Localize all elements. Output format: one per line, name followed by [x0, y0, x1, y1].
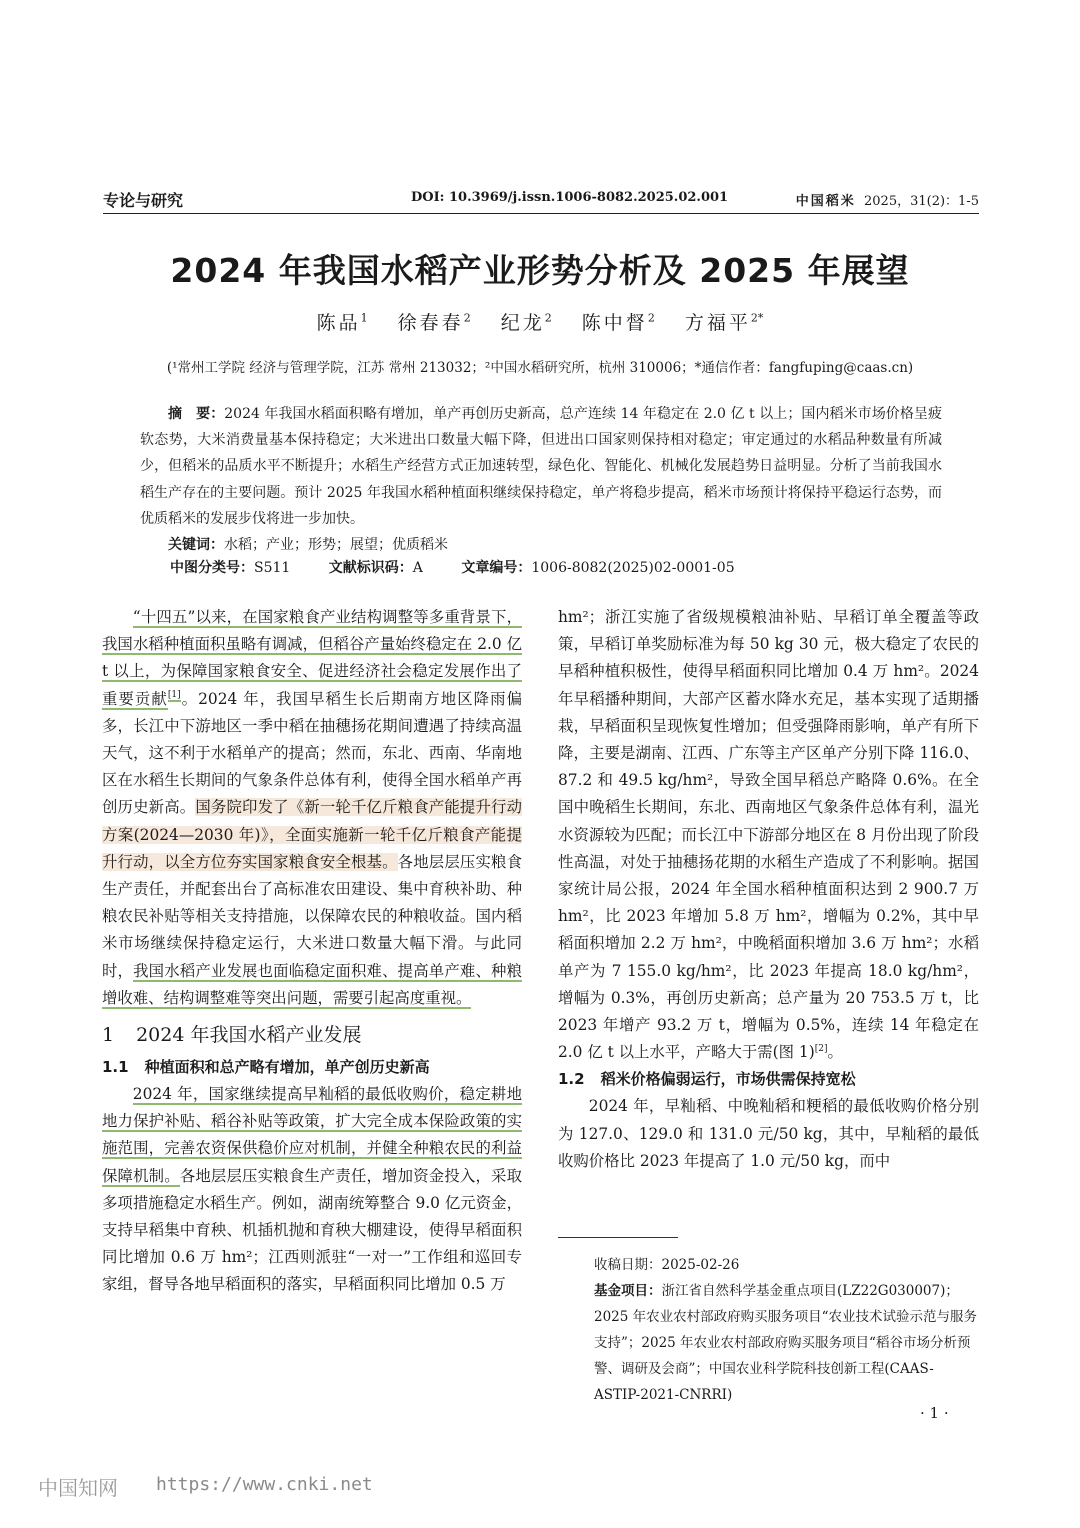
footnote-rule — [558, 1237, 678, 1238]
footnote — [594, 1252, 980, 1408]
abstract-body: 摘 要：2024 年我国水稻面积略有增加，单产再创历史新高，总产连续 14 年稳定在 2.0 亿 t 以上；国内稻米市场价格呈疲软态势，大米消费量基本保持稳定；大米进出口数量大幅下降，但进出口国家则保持相对稳定；审定通过的水稻品种数量有所减少，但稻米的品质水平不断提升；水稻生产经营方式正加速转型，绿色化、智能化、机械化发展趋势日益明显。分析了当前我国水稻生产存在的主要问题。预计 2025 年我国水稻种植面积继续保持稳定，单产将稳步提高，稻米市场预计将保持平稳运行态势，而优质稻米的发展步伐将进一步加快。 — [140, 406, 942, 527]
abstract — [140, 401, 942, 558]
running-header — [103, 188, 979, 212]
author-list — [0, 308, 1080, 335]
intro-paragraph: “十四五”以来，在国家粮食产业结构调整等多重背景下，我国水稻种植面积虽略有调减，但稻谷产量始终稳定在 2.0 亿 t 以上，为保障国家粮食安全、促进经济社会稳定发展作出了重要贡献[1]。2024 年，我国早稻生长后期南方地区降雨偏多，长江中下游地区一季中稻在抽穗扬花期间遭遇了持续高温天气，这不利于水稻单产的提高；然而，东北、西南、华南地区在水稻生长期间的气象条件总体有利，使得全国水稻单产再创历史新高。国务院印发了《新一轮千亿斤粮食产能提升行动方案(2024—2030 年)》，全面实施新一轮千亿斤粮食产能提升行动，以全方位夯实国家粮食安全根基。各地层层压实粮食生产责任，并配套出台了高标准农田建设、集中育秧补助、种粮农民补贴等相关支持措施，以保障农民的种粮收益。国内稻米市场继续保持稳定运行，大米进口数量大幅下滑。与此同时，我国水稻产业发展也面临稳定面积难、提高单产难、种粮增收难、结构调整难等突出问题，需要引起高度重视。 — [102, 608, 522, 1007]
highlight-underline[interactable]: “十四五”以来，在国家粮食产业结构调整等多重背景下，我国水稻种植面积虽略有调减，但稻谷产量始终稳定在 2.0 亿 t 以上，为保障国家粮食安全、促进经济社会稳定发展作出了重要贡献 — [102, 608, 522, 708]
fund-info: 基金项目：浙江省自然科学基金重点项目(LZ22G030007)；2025 年农业农村部政府购买服务项目“农业技术试验示范与服务支持”；2025 年农业农村部政府购买服务项目“稻谷市场分析预警、调研及会商”；中国农业科学院科技创新工程(CAAS-ASTIP-2021-CNRRI) — [594, 1283, 978, 1403]
author[interactable]: 徐春春$^2$ — [397, 311, 471, 334]
page-number: · 1 · — [920, 1404, 949, 1422]
section-heading-1: 1 2024 年我国水稻产业发展 — [102, 1024, 362, 1047]
author[interactable]: 陈中督$^2$ — [581, 311, 655, 334]
journal-name: 中国稻米 — [795, 194, 856, 209]
journal-info — [796, 190, 979, 209]
section-heading-1-2: 1.2 稻米价格偏弱运行，市场供需保持宽松 — [558, 1070, 856, 1089]
author[interactable]: 方福平$^{2*}$ — [684, 311, 764, 334]
keywords: 关键词：水稻；产业；形势；展望；优质稻米 — [168, 537, 448, 554]
section-paragraph: hm²；浙江实施了省级规模粮油补贴、早稻订单全覆盖等政策，早稻订单奖励标准为每 50 kg 30 元，极大稳定了农民的早稻种植积极性，使得早稻面积同比增加 0.4 万 hm²。2024 年早稻播种期间，大部产区蓄水降水充足，基本实现了适期播栽，早稻面积呈现恢复性增加；但受强降雨影响，单产有所下降，主要是湖南、江西、广东等主产区单产分别下降 116.0、87.2 和 49.5 kg/hm²，导致全国早稻总产略降 0.6%。在全国中晚稻生长期间，东北、西南地区气象条件总体有利，温光水资源较为匹配；而长江中下游部分地区在 8 月份出现了阶段性高温，对处于抽穗扬花期的水稻生产造成了不利影响。据国家统计局公报，2024 年全国水稻种植面积达到 2 900.7 万 hm²，比 2023 年增加 5.8 万 hm²，增幅为 0.2%，其中早稻面积增加 2.2 万 hm²，中晚稻面积增加 3.6 万 hm²；水稻单产为 7 155.0 kg/hm²，比 2023 年提高 18.0 kg/hm²，增幅为 0.3%，再创历史新高；总产量为 20 753.5 万 t，比 2023 年增产 93.2 万 t，增幅为 0.5%，连续 14 年稳定在 2.0 亿 t 以上水平，产略大于需(图 1)[2]。 — [558, 608, 979, 1062]
article-meta — [170, 557, 769, 577]
clc: 中图分类号：S511 — [170, 560, 291, 576]
citation-ref[interactable]: [2] — [814, 1044, 828, 1055]
doc-code: 文献标识码：A — [328, 560, 423, 576]
cnki-url[interactable]: https://www.cnki.net — [156, 1474, 373, 1495]
left-column — [102, 604, 522, 1299]
abstract-label: 摘 要： — [168, 406, 225, 422]
journal-issue: 2025，31(2)：1-5 — [864, 194, 979, 209]
section-paragraph: 2024 年，国家继续提高早籼稻的最低收购价，稳定耕地地力保护补贴、稻谷补贴等政策，扩大完全成本保险政策的实施范围，完善农资保供稳价应对机制，并健全种粮农民的利益保障机制。各地层层压实粮食生产责任，增加资金投入，采取多项措施稳定水稻生产。例如，湖南统筹整合 9.0 亿元资金，支持早稻集中育秧、机插机抛和育秧大棚建设，使得早稻面积同比增加 0.6 万 hm²；江西则派驻“一对一”工作组和巡回专家组，督导各地早稻面积的落实，早稻面积同比增加 0.5 万 — [102, 1085, 522, 1294]
section-heading-1-1: 1.1 种植面积和总产略有增加，单产创历史新高 — [102, 1058, 430, 1077]
author[interactable]: 陈品$^1$ — [316, 311, 368, 334]
received-date: 收稿日期：2025-02-26 — [594, 1257, 740, 1273]
article-number: 文章编号：1006-8082(2025)02-0001-05 — [461, 560, 735, 576]
header-rule — [103, 213, 979, 214]
paper-title: 2024 年我国水稻产业形势分析及 2025 年展望 — [170, 251, 910, 290]
affiliation: (¹常州工学院 经济与管理学院，江苏 常州 213032；²中国水稻研究所，杭州 310006；*通信作者：fangfuping@caas.cn) — [166, 360, 914, 376]
citation-ref[interactable]: [1] — [167, 690, 181, 701]
section-paragraph: 2024 年，早籼稻、中晚籼稻和粳稻的最低收购价格分别为 127.0、129.0 和 131.0 元/50 kg，其中，早籼稻的最低收购价格比 2023 年提高了 1.0 元/50 kg，而中 — [558, 1097, 979, 1170]
author[interactable]: 纪龙$^2$ — [500, 311, 552, 334]
highlight-mark[interactable]: 国务院印发了《新一轮千亿斤粮食产能提升行动方案(2024—2030 年)》，全面实施新一轮千亿斤粮食产能提升行动，以全方位夯实国家粮食安全根基。 — [102, 798, 522, 871]
highlight-underline[interactable]: 我国水稻产业发展也面临稳定面积难、提高单产难、种粮增收难、结构调整难等突出问题，需要引起高度重视。 — [102, 961, 522, 1007]
right-column — [558, 604, 979, 1175]
doi-link[interactable]: DOI: 10.3969/j.issn.1006-8082.2025.02.001 — [411, 190, 729, 205]
section-label: 专论与研究 — [103, 191, 184, 210]
highlight-underline[interactable]: 2024 年，国家继续提高早籼稻的最低收购价，稳定耕地地力保护补贴、稻谷补贴等政策，扩大完全成本保险政策的实施范围，完善农资保供稳价应对机制，并健全种粮农民的利益保障机制。 — [102, 1085, 522, 1185]
cnki-logo: 中国知网 — [38, 1476, 118, 1500]
